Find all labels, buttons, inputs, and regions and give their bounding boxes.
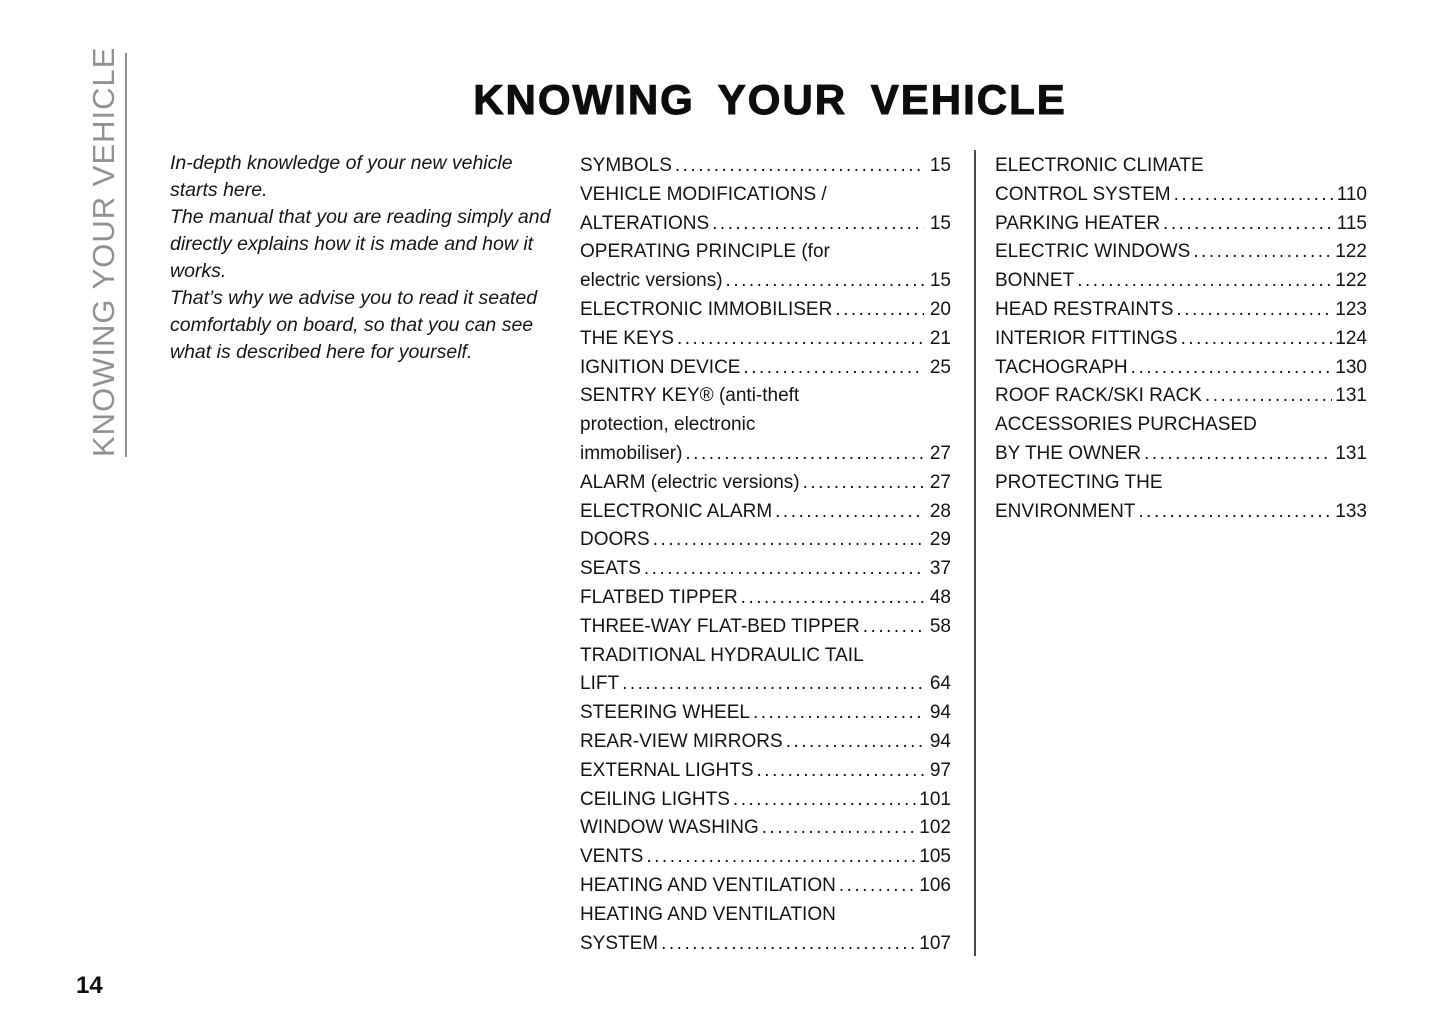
toc-entry — [580, 901, 951, 959]
toc-entry-page: 122 — [1335, 241, 1367, 263]
toc-entry-page: 130 — [1335, 356, 1367, 378]
toc-entry — [580, 181, 951, 239]
toc-entry-label-line: protection, electronic — [580, 414, 756, 436]
toc-entry-label-line: VEHICLE MODIFICATIONS / — [580, 183, 827, 205]
toc-entry-label: STEERING WHEEL — [580, 702, 750, 724]
toc-entry-label: EXTERNAL LIGHTS — [580, 759, 754, 781]
toc-entry — [995, 210, 1367, 239]
toc-entry-label: SEATS — [580, 558, 641, 580]
toc-column-right — [995, 152, 1367, 526]
toc-entry — [995, 325, 1367, 354]
toc-entry-page: 123 — [1335, 298, 1367, 320]
toc-leader-dots — [1131, 354, 1333, 383]
toc-entry-label: ELECTRIC WINDOWS — [995, 241, 1191, 263]
toc-entry — [995, 354, 1367, 383]
toc-entry-label: TACHOGRAPH — [995, 356, 1128, 378]
toc-entry-page: 28 — [929, 500, 951, 522]
footer-page-number: 14 — [76, 972, 103, 999]
toc-entry — [995, 296, 1367, 325]
toc-entry — [995, 152, 1367, 210]
toc-entry-label-line: ELECTRONIC CLIMATE — [995, 155, 1204, 176]
toc-leader-dots — [653, 526, 924, 555]
toc-entry — [580, 613, 951, 642]
toc-entry-label: ALTERATIONS — [580, 212, 710, 234]
toc-entry — [580, 584, 951, 613]
toc-entry-label-line: PROTECTING THE — [995, 471, 1163, 493]
toc-leader-dots — [677, 325, 924, 354]
sidebar-rule — [125, 53, 127, 457]
toc-leader-dots — [685, 440, 924, 469]
toc-entry — [995, 469, 1367, 527]
toc-entry — [580, 814, 951, 843]
toc-entry-page: 15 — [929, 155, 951, 176]
toc-leader-dots — [1176, 296, 1332, 325]
toc-entry-page: 107 — [919, 932, 951, 954]
toc-entry-page: 25 — [929, 356, 951, 378]
toc-leader-dots — [743, 354, 924, 383]
toc-entry — [995, 238, 1367, 267]
toc-entry-page: 131 — [1335, 385, 1367, 407]
toc-leader-dots — [835, 296, 924, 325]
toc-entry — [580, 786, 951, 815]
toc-leader-dots — [741, 584, 924, 613]
toc-leader-dots — [753, 699, 924, 728]
toc-entry-label: ALARM (electric versions) — [580, 471, 800, 493]
toc-entry-label: ELECTRONIC ALARM — [580, 500, 773, 522]
toc-leader-dots — [1181, 325, 1333, 354]
column-divider — [974, 150, 976, 956]
toc-entry — [580, 757, 951, 786]
toc-entry-page: 29 — [929, 529, 951, 551]
toc-entry-page: 64 — [929, 673, 951, 695]
toc-entry-page: 106 — [919, 874, 951, 896]
toc-entry — [580, 296, 951, 325]
intro-text — [170, 150, 552, 366]
toc-leader-dots — [733, 786, 916, 815]
toc-leader-dots — [757, 757, 924, 786]
toc-entry-page: 101 — [919, 788, 951, 810]
toc-column-middle — [580, 152, 951, 958]
toc-leader-dots — [786, 728, 924, 757]
toc-leader-dots — [661, 930, 916, 959]
toc-entry-label-line: SENTRY KEY® (anti-theft — [580, 385, 800, 407]
toc-leader-dots — [1144, 440, 1332, 469]
toc-entry-label: ROOF RACK/SKI RACK — [995, 385, 1202, 407]
toc-entry — [580, 526, 951, 555]
toc-entry — [580, 498, 951, 527]
toc-entry-label: immobiliser) — [580, 442, 683, 464]
toc-entry-label: PARKING HEATER — [995, 212, 1161, 234]
toc-entry-page: 94 — [929, 730, 951, 752]
toc-leader-dots — [1138, 498, 1332, 527]
intro-paragraph: In-depth knowledge of your new vehicle starts here. — [170, 152, 513, 201]
toc-entry-label: electric versions) — [580, 270, 723, 292]
toc-entry — [580, 354, 951, 383]
toc-entry-label: SYMBOLS — [580, 155, 672, 176]
toc-leader-dots — [839, 872, 916, 901]
toc-entry-page: 94 — [929, 702, 951, 724]
toc-entry-label: VENTS — [580, 846, 644, 868]
toc-entry-label: THE KEYS — [580, 327, 674, 349]
toc-leader-dots — [803, 469, 924, 498]
toc-entry-label: FLATBED TIPPER — [580, 586, 738, 608]
toc-leader-dots — [646, 843, 916, 872]
toc-leader-dots — [1193, 238, 1332, 267]
toc-entry — [580, 382, 951, 468]
toc-entry — [995, 267, 1367, 296]
toc-leader-dots — [622, 670, 924, 699]
toc-leader-dots — [1163, 210, 1334, 239]
toc-leader-dots — [1205, 382, 1332, 411]
toc-entry-label: DOORS — [580, 529, 650, 551]
toc-entry-label: REAR-VIEW MIRRORS — [580, 730, 783, 752]
toc-entry-label: LIFT — [580, 673, 620, 695]
toc-entry-label: ENVIRONMENT — [995, 500, 1136, 522]
toc-entry-page: 133 — [1335, 500, 1367, 522]
toc-entry — [580, 555, 951, 584]
intro-paragraph: That’s why we advise you to read it seated comfortably on board, so that you can see what is described here for yourself. — [170, 287, 538, 363]
toc-entry-page: 15 — [929, 270, 951, 292]
toc-entry — [580, 872, 951, 901]
toc-entry — [995, 411, 1367, 469]
toc-entry-label: ELECTRONIC IMMOBILISER — [580, 298, 833, 320]
intro-paragraph: The manual that you are reading simply and directly explains how it is made and how it works. — [170, 206, 551, 282]
toc-entry-label: SYSTEM — [580, 932, 659, 954]
toc-entry-label: CONTROL SYSTEM — [995, 183, 1171, 205]
toc-entry-label: BY THE OWNER — [995, 442, 1142, 464]
toc-entry — [580, 469, 951, 498]
toc-leader-dots — [726, 267, 924, 296]
toc-entry — [580, 325, 951, 354]
toc-leader-dots — [644, 555, 924, 584]
toc-entry-page: 20 — [929, 298, 951, 320]
toc-entry-page: 15 — [929, 212, 951, 234]
toc-entry-page: 27 — [929, 442, 951, 464]
toc-entry-page: 105 — [919, 846, 951, 868]
toc-entry-page: 37 — [929, 558, 951, 580]
toc-entry-page: 21 — [929, 327, 951, 349]
toc-entry-label: IGNITION DEVICE — [580, 356, 741, 378]
toc-entry — [580, 699, 951, 728]
toc-entry-label: WINDOW WASHING — [580, 817, 759, 839]
toc-entry-page: 102 — [919, 817, 951, 839]
toc-entry-label-line: ACCESSORIES PURCHASED — [995, 414, 1257, 436]
toc-leader-dots — [762, 814, 917, 843]
toc-entry-page: 124 — [1335, 327, 1367, 349]
toc-entry-label: BONNET — [995, 270, 1075, 292]
toc-entry-page: 115 — [1336, 212, 1367, 234]
toc-entry-label: CEILING LIGHTS — [580, 788, 730, 810]
toc-entry-label-line: OPERATING PRINCIPLE (for — [580, 241, 830, 263]
toc-entry — [580, 728, 951, 757]
toc-leader-dots — [1077, 267, 1332, 296]
toc-entry-label: HEAD RESTRAINTS — [995, 298, 1174, 320]
toc-entry — [995, 382, 1367, 411]
toc-leader-dots — [775, 498, 924, 527]
toc-entry-label: THREE-WAY FLAT-BED TIPPER — [580, 615, 860, 637]
toc-entry-page: 27 — [929, 471, 951, 493]
toc-entry-page: 131 — [1335, 442, 1367, 464]
toc-entry-page: 58 — [929, 615, 951, 637]
toc-entry-page: 110 — [1336, 183, 1367, 205]
toc-entry — [580, 843, 951, 872]
toc-leader-dots — [675, 152, 924, 181]
toc-entry-label-line: HEATING AND VENTILATION — [580, 903, 836, 925]
toc-leader-dots — [712, 210, 924, 239]
chapter-sidebar-label: KNOWING YOUR VEHICLE — [86, 46, 121, 457]
toc-entry — [580, 642, 951, 700]
toc-entry-page: 48 — [929, 586, 951, 608]
toc-entry — [580, 152, 951, 181]
page-title: KNOWING YOUR VEHICLE — [473, 76, 1067, 124]
toc-leader-dots — [863, 613, 924, 642]
toc-entry-label: INTERIOR FITTINGS — [995, 327, 1178, 349]
toc-leader-dots — [1174, 181, 1334, 210]
toc-entry-page: 97 — [929, 759, 951, 781]
toc-entry-label-line: TRADITIONAL HYDRAULIC TAIL — [580, 644, 864, 666]
toc-entry — [580, 238, 951, 296]
toc-entry-page: 122 — [1335, 270, 1367, 292]
toc-entry-label: HEATING AND VENTILATION — [580, 874, 836, 896]
